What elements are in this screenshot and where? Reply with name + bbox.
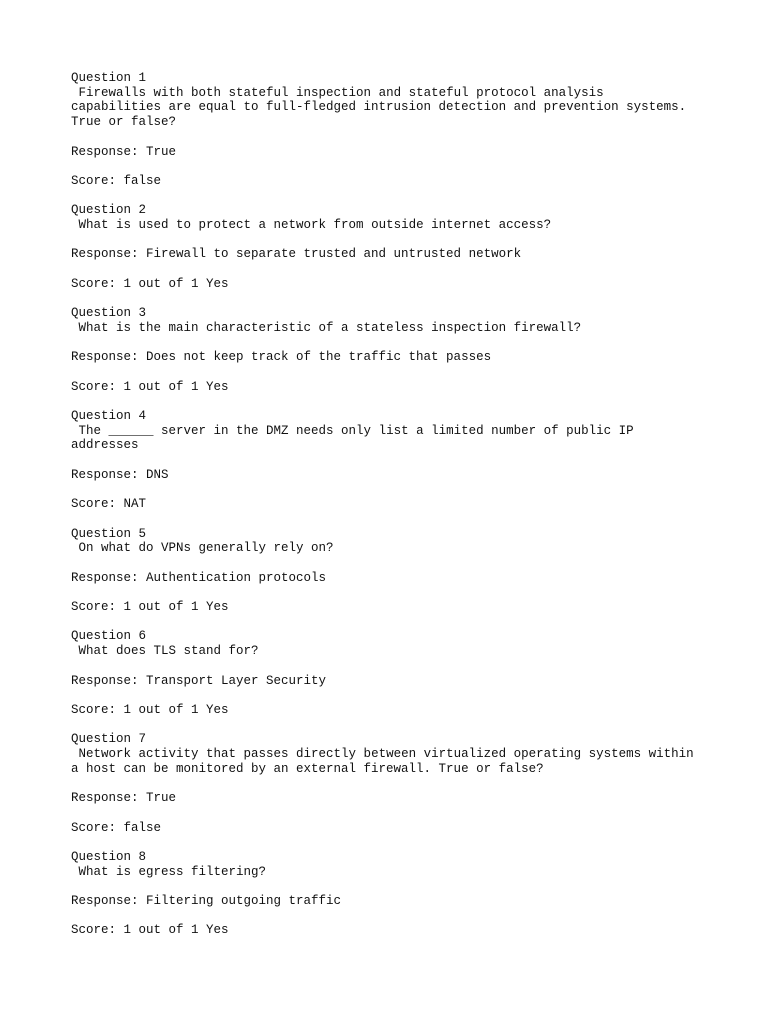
question-score: Score: 1 out of 1 Yes xyxy=(71,600,229,615)
question-block-3 xyxy=(71,306,711,394)
question-score: Score: NAT xyxy=(71,497,147,512)
question-title: Question 5 xyxy=(71,526,147,541)
question-response: Response: Transport Layer Security xyxy=(71,673,327,688)
question-text: On what do VPNs generally rely on? xyxy=(71,541,334,556)
question-title: Question 7 xyxy=(71,732,147,747)
question-block-4 xyxy=(71,409,711,512)
question-response: Response: Filtering outgoing traffic xyxy=(71,894,342,909)
question-score: Score: false xyxy=(71,820,162,835)
question-score: Score: 1 out of 1 Yes xyxy=(71,276,229,291)
question-title: Question 3 xyxy=(71,306,147,321)
question-block-8 xyxy=(71,850,711,938)
question-text: Network activity that passes directly between virtualized operating systems within a host can be monitored by an external firewall. True or false? xyxy=(71,747,694,776)
question-response: Response: Firewall to separate trusted and untrusted network xyxy=(71,247,522,262)
question-block-5 xyxy=(71,527,711,615)
question-text: What is egress filtering? xyxy=(71,864,267,879)
question-text: Firewalls with both stateful inspection and stateful protocol analysis capabilities are equal to full-fledged intrusion detection and prevention systems. True or false? xyxy=(71,85,687,130)
question-block-6 xyxy=(71,629,711,717)
question-text: What does TLS stand for? xyxy=(71,644,259,659)
question-score: Score: 1 out of 1 Yes xyxy=(71,379,229,394)
question-title: Question 2 xyxy=(71,203,147,218)
question-response: Response: DNS xyxy=(71,467,169,482)
question-text: The ______ server in the DMZ needs only list a limited number of public IP addresses xyxy=(71,423,634,453)
question-response: Response: True xyxy=(71,144,177,159)
question-block-2 xyxy=(71,203,711,291)
question-title: Question 8 xyxy=(71,849,147,864)
question-score: Score: 1 out of 1 Yes xyxy=(71,923,229,938)
question-response: Response: Does not keep track of the traffic that passes xyxy=(71,350,492,365)
question-block-7 xyxy=(71,732,711,835)
question-block-1 xyxy=(71,71,711,189)
question-title: Question 4 xyxy=(71,409,147,424)
question-response: Response: True xyxy=(71,791,177,806)
question-score: Score: 1 out of 1 Yes xyxy=(71,702,229,717)
question-title: Question 6 xyxy=(71,629,147,644)
question-text: What is used to protect a network from outside internet access? xyxy=(71,217,552,232)
question-response: Response: Authentication protocols xyxy=(71,570,327,585)
question-title: Question 1 xyxy=(71,71,147,85)
question-score: Score: false xyxy=(71,173,162,188)
document-body xyxy=(71,71,711,953)
question-text: What is the main characteristic of a stateless inspection firewall? xyxy=(71,320,582,335)
